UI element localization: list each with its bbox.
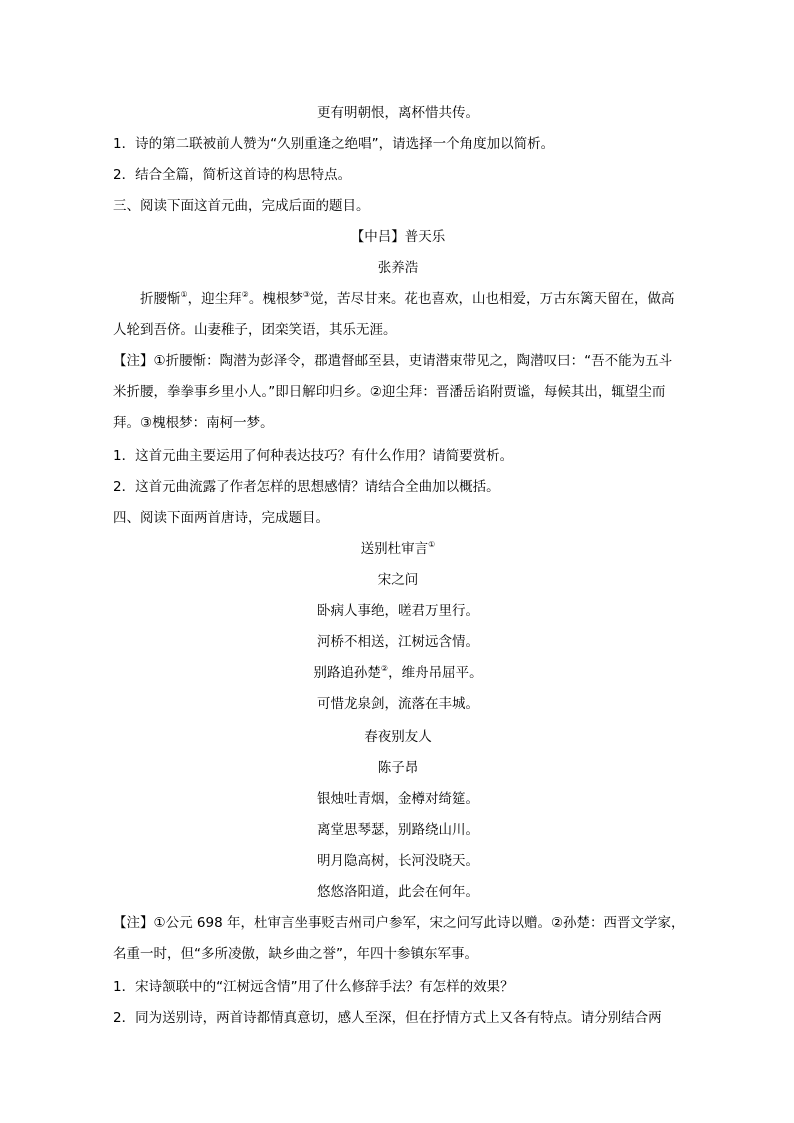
song-note-line-2: 米折腰，拳拳事乡里小人。”即日解印归乡。②迎尘拜：晋潘岳谄附贾谧，每候其出，辄望尘而: [113, 384, 666, 400]
footnote-mark: ②: [241, 290, 249, 299]
poem2-line-1: 银烛吐青烟，金樽对绮筵。: [317, 791, 479, 807]
song-text-part: ，迎尘拜: [187, 291, 242, 307]
song-text-part: 觉，苦尽甘来。花也喜欢，山也相爱，万古东篱天留在，做高: [310, 291, 675, 307]
song-text-line-1: [113, 289, 683, 309]
poem1-title-text: 送别杜审言: [360, 541, 429, 557]
question-2: 2．结合全篇，简析这首诗的构思特点。: [113, 167, 352, 183]
poem2-line-2: 离堂思琴瑟，别路绕山川。: [317, 822, 479, 838]
song-question-2: 2．这首元曲流露了作者怎样的思想感情？请结合全曲加以概括。: [113, 479, 500, 495]
tang-question-2: 2．同为送别诗，两首诗都情真意切，感人至深，但在抒情方式上又各有特点。请分别结合两: [113, 1010, 662, 1026]
song-author: 张养浩: [377, 260, 419, 276]
song-text-line-2: 人轮到吾侪。山妻稚子，团栾笑语，其乐无涯。: [113, 322, 397, 338]
section-heading-3: 三、阅读下面这首元曲，完成后面的题目。: [113, 198, 370, 214]
poem1-line-2: 河桥不相送，江树远含情。: [317, 634, 479, 650]
song-title: 【中吕】普天乐: [350, 229, 446, 245]
poem2-author: 陈子昂: [377, 760, 419, 776]
question-1: 1．诗的第二联被前人赞为“久别重逢之绝唱”，请选择一个角度加以简析。: [113, 136, 555, 152]
poem1-title: [113, 539, 683, 559]
footnote-mark: ①: [428, 540, 436, 549]
poem-text-part: ，维舟吊屈平。: [388, 665, 483, 681]
tang-note-line-1: 【注】①公元 698 年，杜审言坐事贬吉州司户参军，宋之问写此诗以赠。②孙楚：西晋文学家，: [113, 915, 685, 931]
footnote-mark: ③: [302, 290, 311, 299]
section-heading-4: 四、阅读下面两首唐诗，完成题目。: [113, 510, 329, 526]
poem2-title: 春夜别友人: [364, 729, 432, 745]
poem2-line-3: 明月隐高树，长河没晓天。: [317, 853, 479, 869]
tang-question-1: 1．宋诗颔联中的“江树远含情”用了什么修辞手法？有怎样的效果？: [113, 979, 514, 995]
song-note-line-1: 【注】①折腰惭：陶潜为彭泽令，郡遣督邮至县，吏请潜束带见之，陶潜叹曰：“吾不能为五斗: [113, 353, 673, 369]
poem1-line-4: 可惜龙泉剑，流落在丰城。: [317, 696, 479, 712]
footnote-mark: ②: [380, 664, 389, 673]
poem-text-part: 别路追孙楚: [313, 665, 381, 681]
footnote-mark: ①: [180, 290, 188, 299]
tang-note-line-2: 名重一时，但“多所凌傲，缺乡曲之誉”，年四十参镇东军事。: [113, 946, 478, 962]
poem2-line-4: 悠悠洛阳道，此会在何年。: [317, 884, 479, 900]
poem1-line-1: 卧病人事绝，嗟君万里行。: [317, 603, 479, 619]
poem1-author: 宋之问: [377, 572, 419, 588]
song-question-1: 1．这首元曲主要运用了何种表达技巧？有什么作用？请简要赏析。: [113, 448, 514, 464]
poem-last-line: 更有明朝恨，离杯惜共传。: [317, 105, 479, 121]
poem1-line-3: [113, 663, 683, 683]
song-note-line-3: 拜。③槐根梦：南柯一梦。: [113, 415, 274, 431]
song-text-part: 折腰惭: [140, 291, 181, 307]
song-text-part: 。槐根梦: [248, 291, 303, 307]
